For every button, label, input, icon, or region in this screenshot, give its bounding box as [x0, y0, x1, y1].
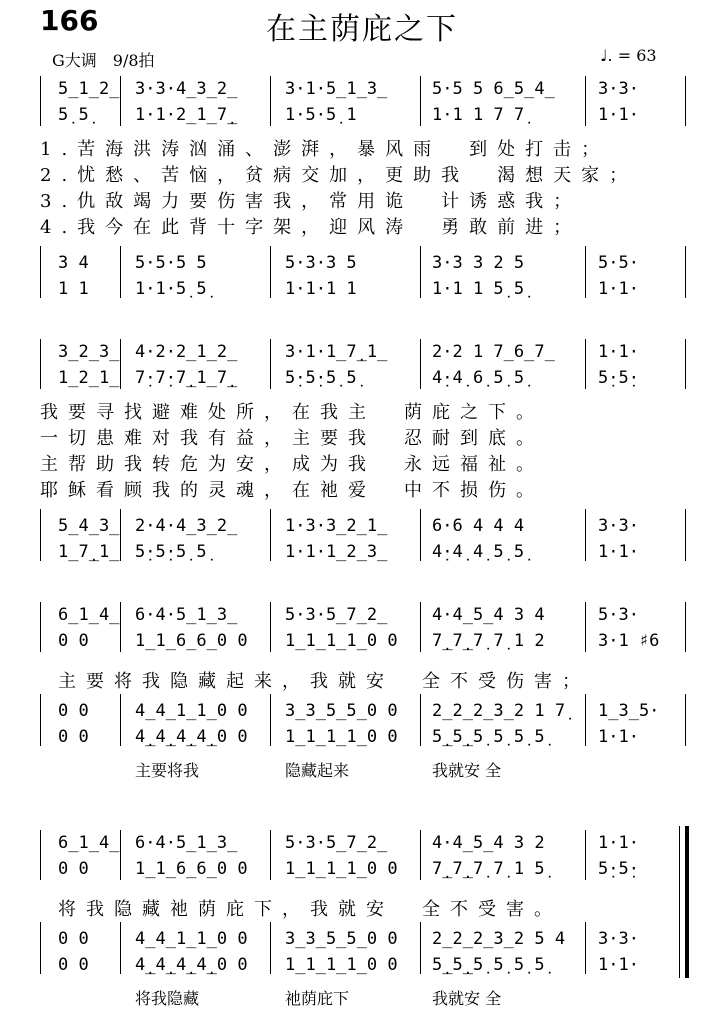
measure: 1̲1̲6̲6̲0 0 — [135, 859, 248, 879]
notation-row-bottom-2 — [0, 278, 724, 300]
measure: 1·1·2̲1̲7̣̲ — [135, 105, 238, 125]
measure: 1·1 1 5̣ 5̣ — [432, 279, 525, 299]
measure: 4̣̲4̣̲4̣̲4̣̲0 0 — [135, 727, 248, 747]
lyric-line: 一切患难对我有益，主要我 忍耐到底。 — [40, 428, 544, 449]
measure: 6̲1̲4̲ — [58, 833, 120, 853]
measure: 5·5·5 5 — [135, 253, 207, 273]
measure: 3̲3̲5̲5̲0 0 — [285, 929, 398, 949]
lyric-line: 2.忧愁、苦恼，贫病交加，更助我 渴想天家； — [40, 165, 638, 186]
sub-lyric: 主要将我 — [135, 761, 200, 780]
measure: 1·1·5̣ 5̣ — [135, 279, 207, 299]
measure: 2̲2̲2̲3̲2 1 7̣ — [432, 701, 566, 721]
measure: 1̲7̣̲1̲ — [58, 542, 120, 562]
measure: 5̣̲5̣̲5̣ 5̣ 5̣ 5̣ — [432, 955, 545, 975]
measure: 1·1· — [598, 833, 639, 853]
measure: 1̲1̲6̲6̲0 0 — [135, 631, 248, 651]
lyric-line: 4.我今在此背十字架，迎风涛 勇敢前进； — [40, 217, 582, 238]
page-title: 在主荫庇之下 — [266, 12, 458, 47]
measure: 1·1· — [598, 279, 639, 299]
measure: 5̣·5̣·5̣ 5̣ — [135, 542, 207, 562]
measure: 1̲1̲1̲1̲0 0 — [285, 859, 398, 879]
sub-lyric: 我就安 全 — [432, 989, 502, 1008]
measure: 1̲3̲5· — [598, 701, 660, 721]
measure: 6·4·5̲1̲3̲ — [135, 605, 238, 625]
lyric-line: 主帮助我转危为安，成为我 永远福祉。 — [40, 454, 544, 475]
measure: 1·1 1 7 7̣ — [432, 105, 525, 125]
measure: 6̲1̲4̲ — [58, 605, 120, 625]
lyric-line: 我要寻找避难处所，在我主 荫庇之下。 — [40, 402, 544, 423]
measure: 1·1·1 1 — [285, 279, 357, 299]
measure: 5·3· — [598, 605, 639, 625]
notation-row-bottom-1 — [0, 252, 724, 274]
measure: 1̲1̲1̲1̲0 0 — [285, 631, 398, 651]
measure: 7̣·7̣·7̣̲1̲7̣̲ — [135, 368, 238, 388]
measure: 5̣ 5̣ — [58, 105, 89, 125]
notation-row-top-2 — [0, 104, 724, 126]
measure: 5̲4̲3̲ — [58, 516, 120, 536]
sub-lyric: 将我隐藏 — [135, 989, 200, 1008]
notation-row-top-2 — [0, 630, 724, 652]
measure: 2̲2̲2̲3̲2 5 4 — [432, 929, 566, 949]
measure: 5·3·5̲7̲2̲ — [285, 833, 388, 853]
measure: 1̲1̲1̲1̲0 0 — [285, 727, 398, 747]
notation-row-bottom-1 — [0, 700, 724, 722]
measure: 1 1 — [58, 279, 89, 299]
measure: 5̣̲5̣̲5̣ 5̣ 5̣ 5̣ — [432, 727, 545, 747]
measure: 4̣̲4̣̲4̣̲4̣̲0 0 — [135, 955, 248, 975]
measure: 0 0 — [58, 727, 89, 747]
lyric-line: 将我隐藏祂荫庇下，我就安 全不受害。 — [58, 899, 562, 920]
measure: 4·4̲5̲4 3 4 — [432, 605, 545, 625]
measure: 3·3· — [598, 79, 639, 99]
measure: 6·6 4 4 4 — [432, 516, 525, 536]
notation-row-bottom-2 — [0, 954, 724, 976]
measure: 3·1·5̲1̲3̲ — [285, 79, 388, 99]
measure: 5̣·5̣· — [598, 368, 639, 388]
lyric-line: 主要将我隐藏起来，我就安 全不受伤害； — [58, 671, 590, 692]
notation-row-top-1 — [0, 78, 724, 100]
measure: 5·3·3 5 — [285, 253, 357, 273]
measure: 1·1· — [598, 727, 639, 747]
lyric-line: 耶稣看顾我的灵魂，在祂爱 中不损伤。 — [40, 480, 544, 501]
notation-row-bottom-2 — [0, 541, 724, 563]
tempo-marking: ♩. = 63 — [600, 46, 657, 65]
measure: 4̣·4̣ 6̣ 5̣ 5̣ — [432, 368, 525, 388]
measure: 5·3·5̲7̲2̲ — [285, 605, 388, 625]
notation-row-bottom-1 — [0, 515, 724, 537]
hymn-number: 166 — [40, 4, 99, 37]
measure: 4̲4̲1̲1̲0 0 — [135, 701, 248, 721]
measure: 1·1· — [598, 955, 639, 975]
measure: 3 4 — [58, 253, 89, 273]
notation-row-top-1 — [0, 832, 724, 854]
measure: 4·2·2̲1̲2̲ — [135, 342, 238, 362]
measure: 5̲1̲2̲ — [58, 79, 120, 99]
measure: 3·3· — [598, 516, 639, 536]
measure: 6·4·5̲1̲3̲ — [135, 833, 238, 853]
measure: 1·1· — [598, 105, 639, 125]
lyric-line: 3.仇敌竭力要伤害我，常用诡 计诱惑我； — [40, 191, 582, 212]
measure: 3·1·1̲7̣̲1̲ — [285, 342, 388, 362]
measure: 3·3 3 2 5 — [432, 253, 525, 273]
measure: 3̲3̲5̲5̲0 0 — [285, 701, 398, 721]
lyric-line: 1.苦海洪涛汹涌、澎湃，暴风雨 到处打击； — [40, 139, 610, 160]
measure: 3̲2̲3̲ — [58, 342, 120, 362]
notation-row-top-1 — [0, 604, 724, 626]
measure: 1·1· — [598, 542, 639, 562]
measure: 1̲1̲1̲1̲0 0 — [285, 955, 398, 975]
sub-lyric: 祂荫庇下 — [285, 989, 350, 1008]
measure: 1·1· — [598, 342, 639, 362]
measure: 1·5·5̣ 1 — [285, 105, 357, 125]
measure: 0 0 — [58, 955, 89, 975]
measure: 1·3·3̲2̲1̲ — [285, 516, 388, 536]
measure: 3·1 ♯6 — [598, 631, 660, 651]
measure: 0 0 — [58, 701, 89, 721]
measure: 4·4̲5̲4 3 2 — [432, 833, 545, 853]
notation-row-top-2 — [0, 858, 724, 880]
sub-lyric: 我就安 全 — [432, 761, 502, 780]
notation-row-bottom-2 — [0, 726, 724, 748]
measure: 3·3·4̲3̲2̲ — [135, 79, 238, 99]
notation-row-top-2 — [0, 367, 724, 389]
measure: 2·4·4̲3̲2̲ — [135, 516, 238, 536]
measure: 7̣̲7̣̲7̣ 7̣ 1 2 — [432, 631, 545, 651]
measure: 7̣̲7̣̲7̣ 7̣ 1 5̣ — [432, 859, 545, 879]
measure: 1̲2̲1̲ — [58, 368, 120, 388]
key-signature: G大调 9/8拍 — [52, 51, 155, 70]
measure: 4̣·4̣ 4̣ 5̣ 5̣ — [432, 542, 525, 562]
notation-row-top-1 — [0, 341, 724, 363]
measure: 0 0 — [58, 859, 89, 879]
measure: 0 0 — [58, 929, 89, 949]
measure: 5̣·5̣·5̣ 5̣ — [285, 368, 357, 388]
measure: 3·3· — [598, 929, 639, 949]
measure: 4̲4̲1̲1̲0 0 — [135, 929, 248, 949]
measure: 0 0 — [58, 631, 89, 651]
measure: 5̣·5̣· — [598, 859, 639, 879]
measure: 5·5 5 6̲5̲4̲ — [432, 79, 555, 99]
measure: 5·5· — [598, 253, 639, 273]
measure: 1·1·1̲2̲3̲ — [285, 542, 388, 562]
sub-lyric: 隐藏起来 — [285, 761, 350, 780]
measure: 2·2 1 7̲6̲7̲ — [432, 342, 555, 362]
notation-row-bottom-1 — [0, 928, 724, 950]
